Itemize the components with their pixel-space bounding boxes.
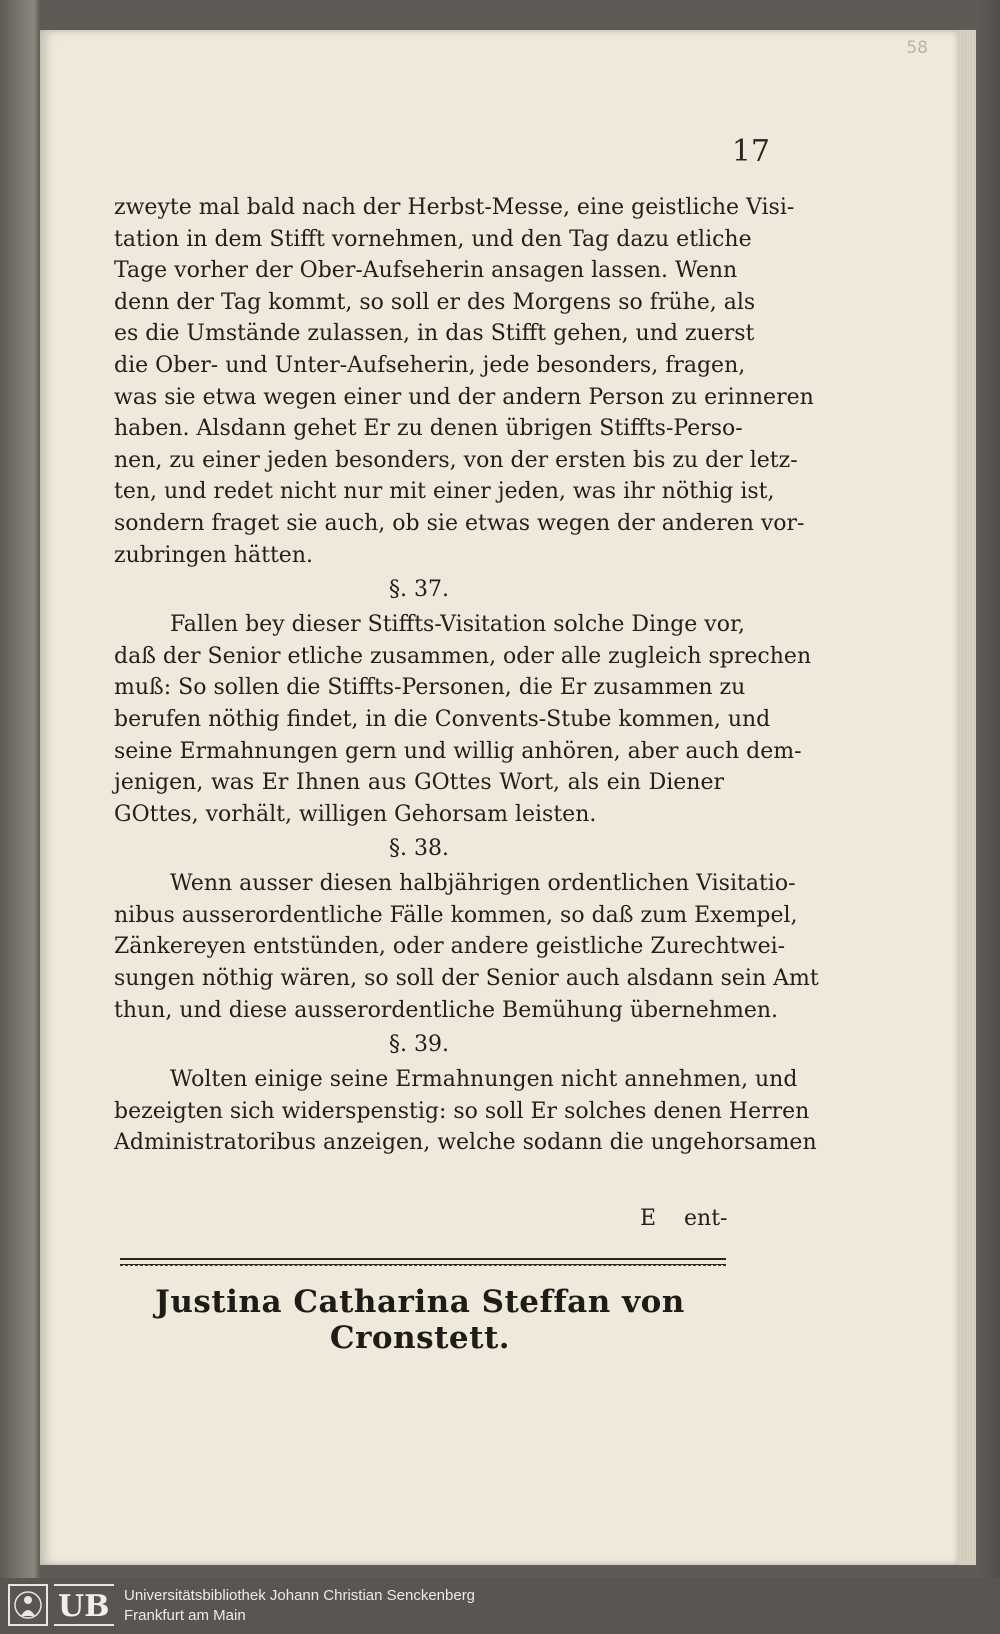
- paragraph-38: [114, 868, 819, 1026]
- text-line: es die Umstände zulassen, in das Stifft gehen, und zuerst: [114, 321, 755, 347]
- text-line: nen, zu einer jeden besonders, von der ersten bis zu der letz-: [114, 447, 798, 473]
- paragraph-39: [114, 1064, 817, 1159]
- section-heading-39: §. 39.: [389, 1032, 449, 1058]
- page-edges: [958, 30, 976, 1565]
- horizontal-rule: [120, 1258, 726, 1265]
- text-line: zweyte mal bald nach der Herbst-Messe, eine geistliche Visi-: [114, 195, 795, 220]
- section-heading-37: §. 37.: [389, 577, 449, 603]
- main-text: [114, 192, 819, 1159]
- paragraph-36-continued: [114, 192, 814, 571]
- signature-mark: E: [640, 1206, 657, 1231]
- ub-logo[interactable]: [8, 1584, 116, 1626]
- text-line: die Ober- und Unter-Aufseherin, jede besonders, fragen,: [114, 352, 746, 378]
- text-line: Wolten einige seine Ermahnungen nicht annehmen, und: [170, 1067, 798, 1093]
- footer-institution: [124, 1586, 475, 1626]
- text-line: Fallen bey dieser Stiffts-Visitation solche Dinge vor,: [170, 612, 746, 638]
- text-line: sondern fraget sie auch, ob sie etwas wegen der anderen vor-: [114, 510, 805, 536]
- text-line: ten, und redet nicht nur mit einer jeden, was ihr nöthig ist,: [114, 479, 775, 505]
- page-number: 17: [731, 134, 770, 169]
- text-line: Zänkereyen entstünden, oder andere geistliche Zurechtwei-: [114, 934, 786, 960]
- text-line: berufen nöthig findet, in die Convents-Stube kommen, und: [114, 706, 771, 732]
- text-line: zubringen hätten.: [114, 542, 313, 568]
- footer-line-2: Frankfurt am Main: [124, 1607, 246, 1624]
- catchword: ent-: [684, 1206, 728, 1231]
- pencil-folio-number: 58: [906, 38, 928, 58]
- library-emblem-icon: [8, 1584, 48, 1626]
- text-line: thun, und diese ausserordentliche Bemühung übernehmen.: [114, 997, 779, 1023]
- text-line: was sie etwa wegen einer und der andern Person zu erinneren: [114, 384, 814, 410]
- text-line: daß der Senior etliche zusammen, oder alle zugleich sprechen: [114, 643, 812, 669]
- handwritten-signature: Justina Catharina Steffan von Cronstett.: [155, 1284, 685, 1356]
- paragraph-37: [114, 609, 812, 830]
- text-line: Wenn ausser diesen halbjährigen ordentlichen Visitatio-: [170, 871, 796, 897]
- text-line: Tage vorher der Ober-Aufseherin ansagen lassen. Wenn: [114, 258, 738, 284]
- text-line: tation in dem Stifft vornehmen, und den Tag dazu etliche: [114, 226, 752, 252]
- text-line: seine Ermahnungen gern und willig anhören, aber auch dem-: [114, 738, 802, 764]
- text-line: bezeigten sich widerspenstig: so soll Er solches denen Herren: [114, 1098, 810, 1124]
- text-line: haben. Alsdann gehet Er zu denen übrigen Stiffts-Perso-: [114, 416, 743, 442]
- section-heading-38: §. 38.: [389, 836, 449, 862]
- logo-text: UB: [54, 1584, 114, 1626]
- footer-line-1: Universitätsbibliothek Johann Christian Senckenberg: [124, 1587, 476, 1604]
- text-line: denn der Tag kommt, so soll er des Morgens so frühe, als: [114, 289, 756, 315]
- text-line: Administratoribus anzeigen, welche sodann die ungehorsamen: [114, 1130, 817, 1156]
- text-line: GOttes, vorhält, willigen Gehorsam leisten.: [114, 801, 597, 827]
- text-line: nibus ausserordentliche Fälle kommen, so daß zum Exempel,: [114, 902, 798, 928]
- text-line: muß: So sollen die Stiffts-Personen, die Er zusammen zu: [114, 675, 746, 701]
- text-line: sungen nöthig wären, so soll der Senior auch alsdann sein Amt: [114, 966, 819, 992]
- library-footer: [0, 1578, 1000, 1634]
- text-line: jenigen, was Er Ihnen aus GOttes Wort, als ein Diener: [114, 770, 724, 796]
